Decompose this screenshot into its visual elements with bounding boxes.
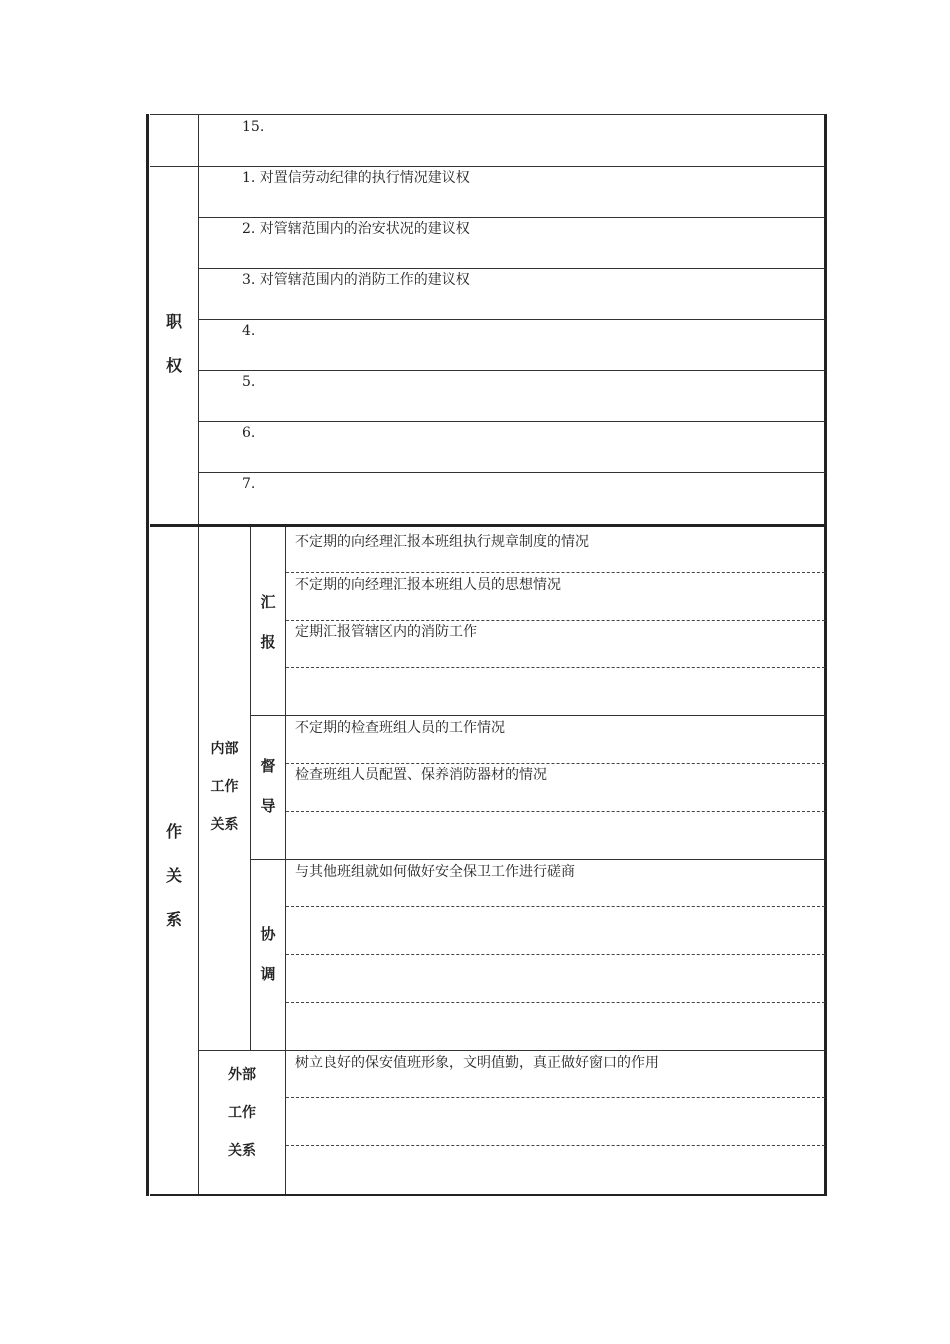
internal-external-divider	[198, 1050, 825, 1051]
dashed-divider	[286, 954, 825, 955]
dashed-divider	[286, 1097, 825, 1098]
dashed-divider	[286, 763, 825, 764]
report-label: 汇 报	[260, 593, 276, 651]
section-separator	[150, 524, 825, 527]
dashed-divider	[286, 572, 825, 573]
authority-item: 5.	[242, 374, 256, 390]
dashed-divider	[286, 1002, 825, 1003]
report-row: 不定期的向经理汇报本班组执行规章制度的情况	[295, 534, 589, 550]
supervise-row: 检查班组人员配置、保养消防器材的情况	[295, 767, 547, 783]
row-divider	[198, 421, 825, 422]
report-row: 定期汇报管辖区内的消防工作	[295, 624, 477, 640]
report-row: 不定期的向经理汇报本班组人员的思想情况	[295, 577, 561, 593]
row-divider	[198, 217, 825, 218]
row-divider	[198, 370, 825, 371]
content-column-divider	[285, 527, 286, 1194]
frame-top-border	[150, 114, 825, 115]
dashed-divider	[286, 906, 825, 907]
dashed-divider	[286, 620, 825, 621]
authority-item: 1. 对置信劳动纪律的执行情况建议权	[242, 170, 470, 186]
authority-section-label: 职 权	[165, 312, 182, 375]
frame-left-border	[146, 114, 149, 1196]
authority-item: 2. 对管辖范围内的治安状况的建议权	[242, 221, 470, 237]
coordinate-label: 协 调	[260, 925, 276, 983]
row-divider	[198, 319, 825, 320]
relations-section-label: 作 关 系	[165, 822, 182, 929]
frame-bottom-border	[150, 1194, 825, 1196]
authority-item: 3. 对管辖范围内的消防工作的建议权	[242, 272, 470, 288]
authority-item: 7.	[242, 476, 256, 492]
supervise-row: 不定期的检查班组人员的工作情况	[295, 720, 505, 736]
supervise-label: 督 导	[260, 757, 276, 815]
internal-relations-label: 内部 工作 关系	[210, 741, 239, 833]
authority-item: 6.	[242, 425, 256, 441]
group-divider	[250, 859, 825, 860]
group-divider	[250, 715, 825, 716]
authority-top-rule	[150, 166, 825, 167]
row-divider	[198, 472, 825, 473]
row-divider	[198, 268, 825, 269]
coordinate-row: 与其他班组就如何做好安全保卫工作进行磋商	[295, 864, 575, 880]
dashed-divider	[286, 811, 825, 812]
authority-item: 4.	[242, 323, 256, 339]
external-relations-label: 外部 工作 关系	[228, 1067, 256, 1159]
dashed-divider	[286, 1145, 825, 1146]
authority-top-item: 15.	[242, 119, 265, 135]
external-row: 树立良好的保安值班形象，文明值勤，真正做好窗口的作用	[295, 1055, 659, 1071]
frame-right-border	[824, 114, 827, 1196]
dashed-divider	[286, 667, 825, 668]
